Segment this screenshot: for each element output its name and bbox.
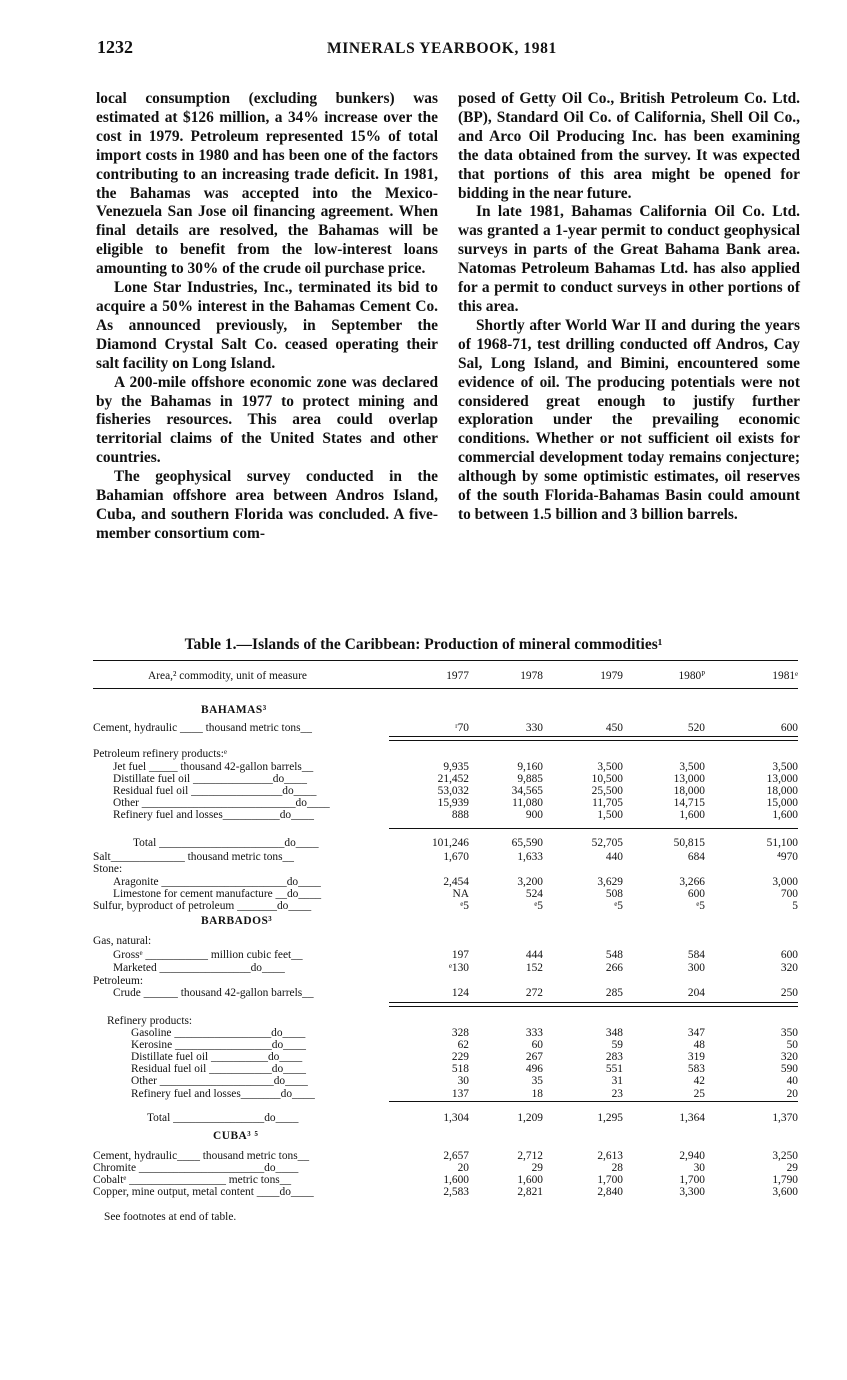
table-cell: 25,500 [591,785,623,797]
table-cell: 328 [451,1027,469,1039]
table-cell: 50,815 [673,837,705,849]
table-cell: 330 [525,722,543,734]
row-label: Residual fuel oil ________________do____ [113,785,317,797]
table-cell: 3,200 [517,876,543,888]
table-cell: 50 [786,1039,798,1051]
table-cell: 3,500 [772,761,798,773]
row-label: Gas, natural: [93,935,152,947]
table-cell: 3,500 [679,761,705,773]
table-cell: 9,160 [517,761,543,773]
table-cell: 350 [780,1027,798,1039]
table-rule [93,660,798,661]
table-rule [389,1101,798,1102]
table-cell: 300 [687,962,705,974]
table-cell: 1,304 [443,1112,469,1124]
table-cell: 520 [687,722,705,734]
table-cell: 1,600 [772,809,798,821]
table-cell: 204 [687,987,705,999]
table-cell: 23 [611,1088,623,1100]
table-cell: 62 [457,1039,469,1051]
row-label: Refinery products: [107,1015,193,1027]
table-cell: 59 [611,1039,623,1051]
table-rule [93,688,798,689]
table-cell: 30 [693,1162,705,1174]
paragraph: The geophysical survey conducted in the Bahamian offshore area between Andros Island, Cuba, and southern Florida was concluded. A five-member consortium com- [96,468,438,542]
table-cell: 9,935 [443,761,469,773]
table-footnote: See footnotes at end of table. [104,1211,237,1223]
row-label: Other ____________________do____ [131,1075,308,1087]
table-cell: 3,266 [679,876,705,888]
header-year: 1980ᴾ [678,670,705,682]
table-cell: ᵉ5 [696,900,705,912]
table-cell: 900 [525,809,543,821]
table-cell: 285 [605,987,623,999]
row-label: Residual fuel oil ___________do____ [131,1063,306,1075]
table-cell: 1,364 [679,1112,705,1124]
table-cell: 28 [611,1162,623,1174]
table-cell: 152 [525,962,543,974]
table-cell: 319 [687,1051,705,1063]
table-cell: 1,600 [443,1174,469,1186]
table-cell: ʳ70 [455,722,469,734]
table-cell: ᵉ5 [534,900,543,912]
row-label: Distillate fuel oil __________do____ [131,1051,303,1063]
table-cell: 53,032 [437,785,469,797]
table-cell: ᵉ5 [614,900,623,912]
table-cell: 1,295 [597,1112,623,1124]
section-heading: CUBA³ ⁵ [213,1130,259,1142]
row-label: Petroleum: [93,975,143,987]
text-column-right [458,90,800,525]
table-cell: 3,000 [772,876,798,888]
row-label: Copper, mine output, metal content ____do____ [93,1186,314,1198]
table-cell: 137 [451,1088,469,1100]
table-cell: 14,715 [673,797,705,809]
table-cell: 9,885 [517,773,543,785]
table-cell: 583 [687,1063,705,1075]
row-label: Grossᵉ ___________ million cubic feet__ [113,949,303,961]
table-cell: 34,565 [511,785,543,797]
header-year: 1979 [600,670,623,682]
table-cell: 2,657 [443,1150,469,1162]
table-cell: 2,583 [443,1186,469,1198]
table-cell: 1,700 [679,1174,705,1186]
table-cell: 40 [786,1075,798,1087]
row-label: Cobaltᵉ _________________ metric tons__ [93,1174,292,1186]
table-cell: 5 [792,900,798,912]
table-cell: 1,790 [772,1174,798,1186]
table-cell: 15,939 [437,797,469,809]
table-cell: 590 [780,1063,798,1075]
table-cell: 101,246 [431,837,469,849]
page-number: 1232 [97,37,133,57]
section-heading: BARBADOS³ [201,915,273,927]
table-cell: 13,000 [673,773,705,785]
row-label: Aragonite ______________________do____ [113,876,321,888]
table-cell: 600 [687,888,705,900]
table-cell: 60 [531,1039,543,1051]
table-cell: 600 [780,722,798,734]
header-year: 1977 [446,670,469,682]
table-cell: 31 [611,1075,623,1087]
table-cell: 444 [525,949,543,961]
table-cell: NA [452,888,469,900]
table-cell: ⁴970 [776,851,798,863]
header-year: 1978 [520,670,543,682]
table-cell: 1,500 [597,809,623,821]
paragraph: local consumption (excluding bunkers) was estimated at $126 million, a 34% increase over the cost in 1979. Petroleum represented 15% of total import costs in 1980 and has been one of the factors contributing to an increasing trade deficit. In 1981, the Bahamas was accepted into the Mexico-Venezuela San Jose oil financing agreement. When final details are resolved, the Bahamas will be eligible to benefit from the low-interest loans amounting to 30% of the crude oil purchase price. [96,90,438,278]
table-cell: 440 [605,851,623,863]
table-cell: 2,821 [517,1186,543,1198]
table-cell: 524 [525,888,543,900]
row-label: Kerosine _________________do____ [131,1039,306,1051]
table-cell: 52,705 [591,837,623,849]
row-label: Refinery fuel and losses_______do____ [131,1088,315,1100]
table-cell: 3,500 [597,761,623,773]
table-cell: 1,370 [772,1112,798,1124]
table-rule [389,1002,798,1003]
header-area: Area,² commodity, unit of measure [148,670,307,682]
row-label: Refinery fuel and losses__________do____ [113,809,314,821]
table-cell: 3,250 [772,1150,798,1162]
table-rule [389,1006,798,1007]
table-cell: 20 [786,1088,798,1100]
table-cell: 1,209 [517,1112,543,1124]
table-cell: 508 [605,888,623,900]
paragraph: posed of Getty Oil Co., British Petroleum Co. Ltd. (BP), Standard Oil Co. of California, Shell Oil Co., and Arco Oil Producing Inc. has been examining the data obtained from the survey. It was expected that portions of this area might be opened for bidding in the near future. [458,90,800,202]
table-cell: 10,500 [591,773,623,785]
header-year: 1981ᵉ [772,670,798,682]
table-cell: 684 [687,851,705,863]
table-cell: 584 [687,949,705,961]
row-label: Salt_____________ thousand metric tons__ [93,851,294,863]
table-cell: 2,840 [597,1186,623,1198]
row-label: Petroleum refinery products:ᵉ [93,748,227,760]
table-cell: 51,100 [766,837,798,849]
row-label: Cement, hydraulic ____ thousand metric tons__ [93,722,312,734]
table-cell: 15,000 [766,797,798,809]
table-cell: 548 [605,949,623,961]
table-cell: 18 [531,1088,543,1100]
table-cell: 42 [693,1075,705,1087]
row-label: Gasoline _________________do____ [131,1027,306,1039]
table-rule [389,740,798,741]
section-heading: BAHAMAS³ [201,704,267,716]
table-cell: 1,670 [443,851,469,863]
table-cell: 11,705 [592,797,623,809]
table-cell: 496 [525,1063,543,1075]
paragraph: Lone Star Industries, Inc., terminated its bid to acquire a 50% interest in the Bahamas Cement Co. As announced previously, in September the Diamond Crystal Salt Co. ceased operating their salt facility on Long Island. [96,279,438,372]
paragraph: A 200-mile offshore economic zone was declared by the Bahamas in 1977 to protect mining and fisheries resources. This area could overlap territorial claims of the United States and other countries. [96,373,438,467]
table-cell: 888 [451,809,469,821]
table-cell: 3,600 [772,1186,798,1198]
table-cell: 3,629 [597,876,623,888]
table-cell: 250 [780,987,798,999]
row-label: Other ___________________________do____ [113,797,330,809]
table-cell: 518 [451,1063,469,1075]
row-label: Sulfur, byproduct of petroleum _______do____ [93,900,312,912]
table-cell: 320 [780,1051,798,1063]
row-label: Crude ______ thousand 42-gallon barrels__ [113,987,314,999]
table-cell: 21,452 [437,773,469,785]
running-title: MINERALS YEARBOOK, 1981 [327,40,557,57]
table-cell: 272 [525,987,543,999]
text-column-left [96,90,438,544]
table-cell: 3,300 [679,1186,705,1198]
table-cell: ᵉ5 [460,900,469,912]
table-rule [389,828,798,829]
table-cell: 348 [605,1027,623,1039]
table-cell: 600 [780,949,798,961]
table-cell: ᵉ130 [448,962,469,974]
row-label: Distillate fuel oil ______________do____ [113,773,307,785]
table-cell: 450 [605,722,623,734]
table-cell: 333 [525,1027,543,1039]
table-cell: 551 [605,1063,623,1075]
table-cell: 197 [451,949,469,961]
table-cell: 229 [451,1051,469,1063]
row-label: Limestone for cement manufacture __do____ [113,888,322,900]
table-cell: 1,700 [597,1174,623,1186]
table-cell: 1,633 [517,851,543,863]
table-cell: 35 [531,1075,543,1087]
table-cell: 2,613 [597,1150,623,1162]
table-cell: 29 [786,1162,798,1174]
table-cell: 18,000 [673,785,705,797]
row-label: Cement, hydraulic____ thousand metric tons__ [93,1150,310,1162]
table-cell: 25 [693,1088,705,1100]
table-cell: 29 [531,1162,543,1174]
row-label: Stone: [93,863,123,875]
table-cell: 2,454 [443,876,469,888]
row-label: Chromite ______________________do____ [93,1162,299,1174]
table-cell: 320 [780,962,798,974]
table-rule [389,736,798,737]
table-cell: 1,600 [679,809,705,821]
paragraph: In late 1981, Bahamas California Oil Co. Ltd. was granted a 1-year permit to conduct geophysical surveys in parts of the Great Bahama Bank area. Natomas Petroleum Bahamas Ltd. has also applied for a permit to conduct surveys in other portions of this area. [458,203,800,315]
paragraph: Shortly after World War II and during the years of 1968-71, test drilling conducted off Andros, Cay Sal, Long Island, and Bimini, encountered some evidence of oil. The producing potentials were not considered great enough to justify further exploration under the prevailing economic conditions. Whether or not sufficient oil exists for commercial development today remains conjecture; although by some optimistic estimates, oil reserves of the south Florida-Bahamas Basin could amount to between 1.5 billion and 3 billion barrels. [458,316,800,523]
table-title: Table 1.—Islands of the Caribbean: Production of mineral commodities¹ [184,636,663,653]
table-cell: 11,080 [512,797,543,809]
table-cell: 283 [605,1051,623,1063]
table-cell: 2,712 [517,1150,543,1162]
table-cell: 20 [457,1162,469,1174]
table-cell: 1,600 [517,1174,543,1186]
table-cell: 124 [451,987,469,999]
table-cell: 700 [780,888,798,900]
row-label: Total ______________________do____ [133,837,319,849]
table-cell: 266 [605,962,623,974]
row-label: Jet fuel _____ thousand 42-gallon barrels__ [113,761,314,773]
table-cell: 2,940 [679,1150,705,1162]
table-cell: 65,590 [511,837,543,849]
row-label: Total ________________do____ [147,1112,299,1124]
table-cell: 13,000 [766,773,798,785]
table-cell: 267 [525,1051,543,1063]
table-cell: 18,000 [766,785,798,797]
table-cell: 30 [457,1075,469,1087]
row-label: Marketed ________________do____ [113,962,285,974]
table-cell: 48 [693,1039,705,1051]
table-cell: 347 [687,1027,705,1039]
